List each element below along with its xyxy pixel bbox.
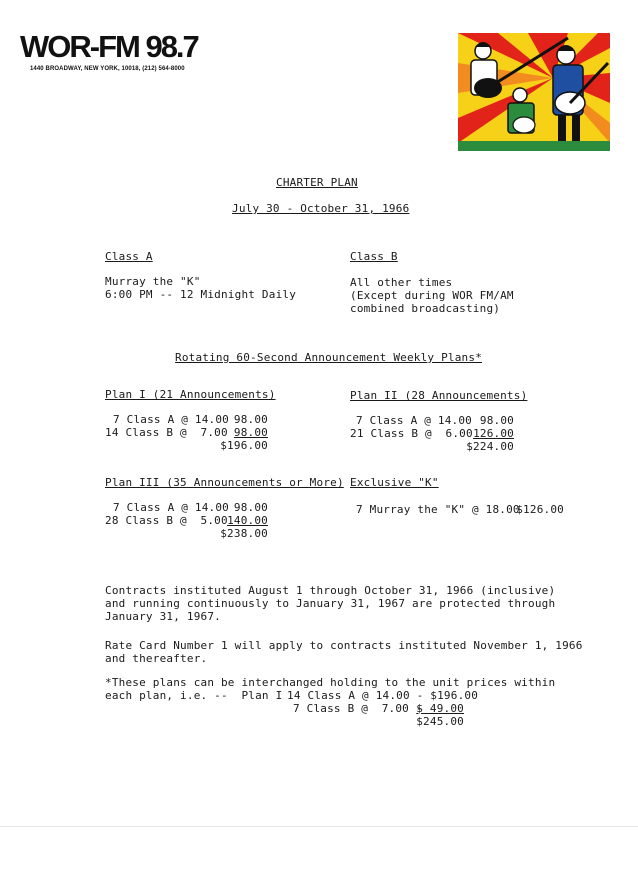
note-paragraph-line: each plan, i.e. -- Plan I (105, 689, 283, 702)
date-range: July 30 - October 31, 1966 (232, 202, 410, 215)
exclusive-row-amount: $126.00 (516, 503, 564, 516)
plans-heading: Rotating 60-Second Announcement Weekly Plans* (175, 351, 483, 364)
plan2-total: $224.00 (466, 440, 514, 453)
plan3-row-desc: 7 Class A @ 14.00 (113, 501, 229, 514)
exclusive-heading: Exclusive "K" (350, 476, 439, 489)
pop-art-illustration (458, 33, 610, 151)
plan3-heading: Plan III (35 Announcements or More) (105, 476, 344, 489)
plan3-row-desc: 28 Class B @ 5.00 (105, 514, 228, 527)
plan1-row-desc: 14 Class B @ 7.00 (105, 426, 228, 439)
note-paragraph-line: *These plans can be interchanged holding to the unit prices within (105, 676, 556, 689)
page-divider (0, 826, 638, 827)
plan2-row-desc: 21 Class B @ 6.00 (350, 427, 473, 440)
example-row-desc: 7 Class B @ 7.00 - (293, 702, 423, 715)
plan1-total: $196.00 (220, 439, 268, 452)
note-paragraph-line: January 31, 1967. (105, 610, 221, 623)
plan3-row-amount: 98.00 (233, 501, 268, 514)
class-b-line: (Except during WOR FM/AM (350, 289, 514, 302)
class-b-line: combined broadcasting) (350, 302, 501, 315)
plan2-row-amount: 126.00 (473, 427, 514, 440)
class-a-line: 6:00 PM -- 12 Midnight Daily (105, 288, 297, 301)
note-paragraph-line: and thereafter. (105, 652, 208, 665)
plan3-row-amount: 140.00 (227, 514, 268, 527)
example-row: 14 Class A @ 14.00 - $196.00 (287, 689, 479, 702)
class-a-heading: Class A (105, 250, 153, 263)
plan1-row-amount: 98.00 (233, 426, 268, 439)
plan2-row-amount: 98.00 (479, 414, 514, 427)
note-paragraph-line: Rate Card Number 1 will apply to contracts instituted November 1, 1966 (105, 639, 583, 652)
exclusive-row-desc: 7 Murray the "K" @ 18.00 (356, 503, 520, 516)
note-paragraph-line: Contracts instituted August 1 through October 31, 1966 (inclusive) (105, 584, 556, 597)
plan1-heading: Plan I (21 Announcements) (105, 388, 276, 401)
document-title: CHARTER PLAN (276, 176, 358, 189)
plan1-row-amount: 98.00 (233, 413, 268, 426)
class-b-line: All other times (350, 276, 453, 289)
plan1-row-desc: 7 Class A @ 14.00 (113, 413, 229, 426)
station-logo: WOR-FM 98.7 (20, 29, 198, 64)
class-b-heading: Class B (350, 250, 398, 263)
plan3-total: $238.00 (220, 527, 268, 540)
station-address: 1440 BROADWAY, NEW YORK, 10018, (212) 564-8000 (30, 66, 185, 72)
art-ground (458, 141, 610, 151)
note-paragraph-line: and running continuously to January 31, 1967 are protected through (105, 597, 556, 610)
example-row-amount: $ 49.00 (416, 702, 464, 715)
example-total: $245.00 (416, 715, 464, 728)
class-a-line: Murray the "K" (105, 275, 201, 288)
plan2-row-desc: 7 Class A @ 14.00 (356, 414, 472, 427)
plan2-heading: Plan II (28 Announcements) (350, 389, 528, 402)
